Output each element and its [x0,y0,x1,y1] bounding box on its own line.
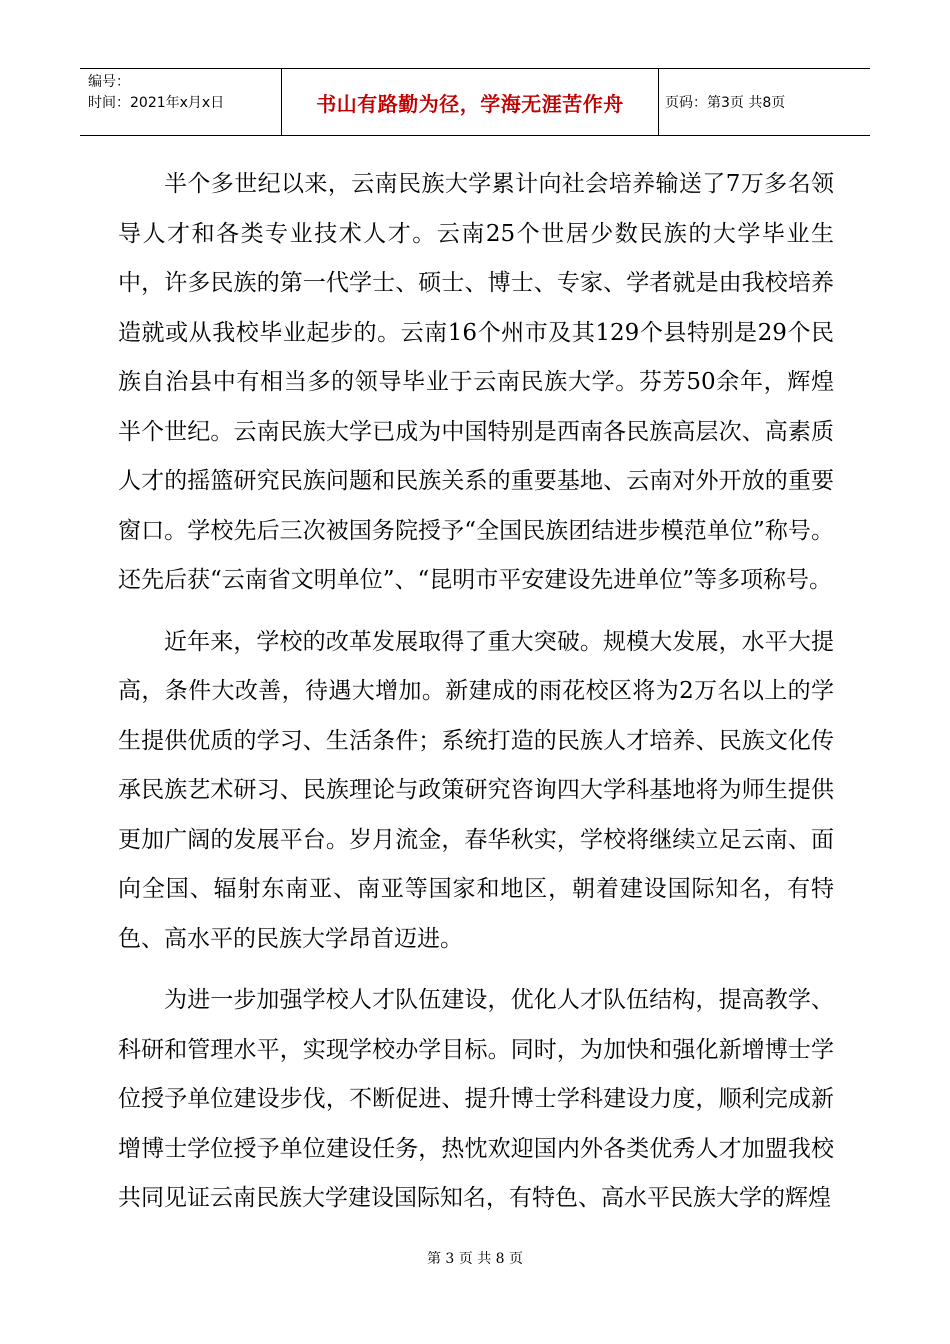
serial-label: 编号： [88,74,130,90]
page-footer: 第 3 页 共 8 页 [426,1251,524,1267]
paragraph-1: 半个多世纪以来，云南民族大学累计向社会培养输送了7万多名领导人才和各类专业技术人才。云南25个世居少数民族的大学毕业生中，许多民族的第一代学士、硕士、博士、专家、学者就是由我校培养造就或从我校毕业起步的。云南16个州市及其129个县特别是29个民族自治县中有相当多的领导毕业于云南民族大学。芬芳50余年，辉煌半个世纪。云南民族大学已成为中国特别是西南各民族高层次、高素质人才的摇篮研究民族问题和民族关系的重要基地、云南对外开放的重要窗口。学校先后三次被国务院授予“全国民族团结进步模范单位”称号。还先后获“云南省文明单位”、“昆明市平安建设先进单位”等多项称号。 [118,171,834,593]
paragraph-3: 为进一步加强学校人才队伍建设，优化人才队伍结构，提高教学、科研和管理水平，实现学校办学目标。同时，为加快和强化新增博士学位授予单位建设步伐，不断促进、提升博士学科建设力度，顺利完成新增博士学位授予单位建设任务，热忱欢迎国内外各类优秀人才加盟我校共同见证云南民族大学建设国际知名，有特色、高水平民族大学的辉煌 [118,987,834,1211]
document-body [118,160,834,1236]
header-motto: 书山有路勤为径，学海无涯苦作舟 [282,69,659,135]
paragraph-2: 近年来，学校的改革发展取得了重大突破。规模大发展，水平大提高，条件大改善，待遇大增加。新建成的雨花校区将为2万名以上的学生提供优质的学习、生活条件；系统打造的民族人才培养、民族文化传承民族艺术研习、民族理论与政策研究咨询四大学科基地将为师生提供更加广阔的发展平台。岁月流金，春华秋实，学校将继续立足云南、面向全国、辐射东南亚、南亚等国家和地区，朝着建设国际知名，有特色、高水平的民族大学昂首迈进。 [118,628,834,952]
document-header [80,68,870,136]
date-label: 时间：2021年x月x日 [88,95,225,111]
header-page-code: 页码：第3页 共8页 [665,95,786,111]
header-meta [80,69,282,135]
